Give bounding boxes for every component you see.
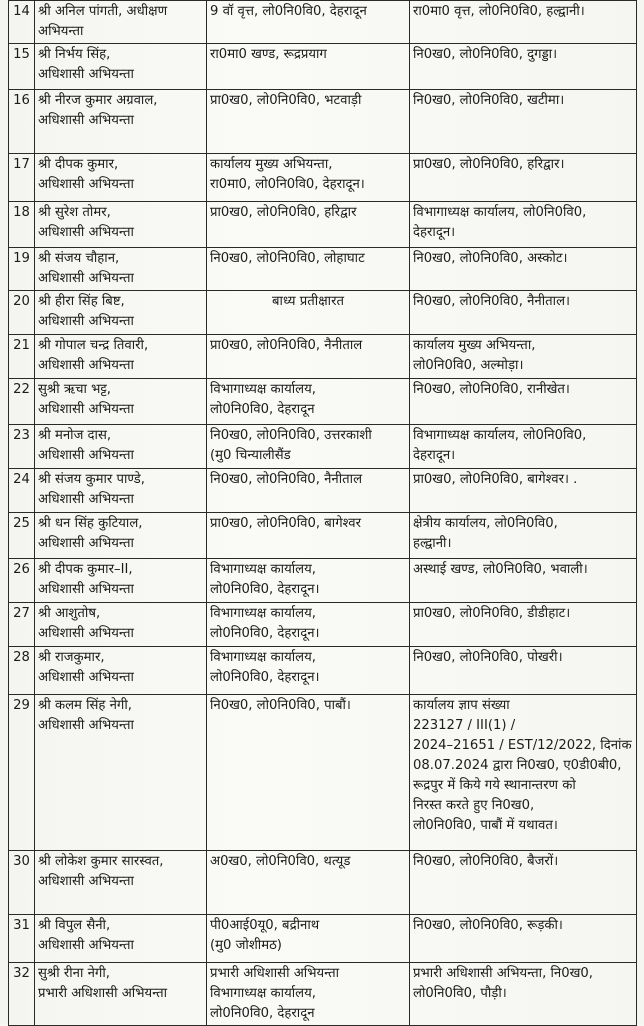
officer-name: श्री आशुतोष, अधिशासी अभियन्ता [35, 603, 207, 647]
table-row [9, 335, 637, 379]
officer-name: श्री निर्भय सिंह, अधिशासी अभियन्ता [35, 44, 207, 90]
serial-number: 16 [9, 90, 35, 154]
serial-number: 31 [9, 915, 35, 963]
serial-number: 27 [9, 603, 35, 647]
table-row [9, 1, 637, 44]
officer-name: श्री सुरेश तोमर, अधिशासी अभियन्ता [35, 202, 207, 248]
new-posting: नि0ख0, लो0नि0वि0, अस्कोट। [410, 248, 637, 291]
table-row [9, 513, 637, 559]
new-posting: प्रा0ख0, लो0नि0वि0, हरिद्वार। [410, 154, 637, 202]
new-posting: अस्थाई खण्ड, लो0नि0वि0, भवाली। [410, 559, 637, 603]
serial-number: 20 [9, 291, 35, 335]
table-row [9, 963, 637, 1026]
serial-number: 29 [9, 695, 35, 851]
table-row [9, 379, 637, 425]
current-posting: विभागाध्यक्ष कार्यालय, लो0नि0वि0, देहरादून। [207, 647, 410, 695]
table-row [9, 154, 637, 202]
table-row [9, 90, 637, 154]
new-posting: नि0ख0, लो0नि0वि0, रानीखेत। [410, 379, 637, 425]
serial-number: 32 [9, 963, 35, 1026]
serial-number: 18 [9, 202, 35, 248]
officer-name: श्री दीपक कुमार, अधिशासी अभियन्ता [35, 154, 207, 202]
officer-name: श्री संजय कुमार पाण्डे, अधिशासी अभियन्ता [35, 469, 207, 513]
serial-number: 23 [9, 425, 35, 469]
table-row [9, 851, 637, 915]
new-posting: प्रा0ख0, लो0नि0वि0, बागेश्वर। . [410, 469, 637, 513]
new-posting: कार्यालय मुख्य अभियन्ता, लो0नि0वि0, अल्मोड़ा। [410, 335, 637, 379]
serial-number: 19 [9, 248, 35, 291]
current-posting: अ0ख0, लो0नि0वि0, थत्यूड [207, 851, 410, 915]
new-posting: प्रभारी अधिशासी अभियन्ता, नि0ख0, लो0नि0वि0, पौड़ी। [410, 963, 637, 1026]
officer-name: सुश्री ऋचा भट्ट, अधिशासी अभियन्ता [35, 379, 207, 425]
table-row [9, 915, 637, 963]
serial-number: 22 [9, 379, 35, 425]
table-row [9, 647, 637, 695]
current-posting: प्रा0ख0, लो0नि0वि0, बागेश्वर [207, 513, 410, 559]
current-posting: प्रभारी अधिशासी अभियन्ता विभागाध्यक्ष कार्यालय, लो0नि0वि0, देहरादून [207, 963, 410, 1026]
officer-name: सुश्री रीना नेगी, प्रभारी अधिशासी अभियन्ता [35, 963, 207, 1026]
new-posting: विभागाध्यक्ष कार्यालय, लो0नि0वि0, देहरादून। [410, 202, 637, 248]
new-posting: कार्यालय ज्ञाप संख्या 223127 / III(1) / 2024–21651 / EST/12/2022, दिनांक 08.07.2024 द्वारा नि0ख0, ए0डी0बी0, रूद्रपुर में किये गये स्थानान्तरण को निरस्त करते हुए नि0ख0, लो0नि0वि0, पाबौं में यथावत। [410, 695, 637, 851]
table-row [9, 469, 637, 513]
new-posting: रा0मा0 वृत्त, लो0नि0वि0, हल्द्वानी। [410, 1, 637, 44]
table-row [9, 695, 637, 851]
table-row [9, 425, 637, 469]
current-posting: प्रा0ख0, लो0नि0वि0, हरिद्वार [207, 202, 410, 248]
officer-name: श्री धन सिंह कुटियाल, अधिशासी अभियन्ता [35, 513, 207, 559]
new-posting: नि0ख0, लो0नि0वि0, बैजरों। [410, 851, 637, 915]
new-posting: नि0ख0, लो0नि0वि0, खटीमा। [410, 90, 637, 154]
serial-number: 25 [9, 513, 35, 559]
current-posting: विभागाध्यक्ष कार्यालय, लो0नि0वि0, देहरादून। [207, 603, 410, 647]
current-posting: विभागाध्यक्ष कार्यालय, लो0नि0वि0, देहरादून। [207, 559, 410, 603]
current-posting: नि0ख0, लो0नि0वि0, पाबौं। [207, 695, 410, 851]
current-posting: नि0ख0, लो0नि0वि0, उत्तरकाशी (मु0 चिन्यालीसैंड [207, 425, 410, 469]
officer-name: श्री दीपक कुमार–II, अधिशासी अभियन्ता [35, 559, 207, 603]
new-posting: विभागाध्यक्ष कार्यालय, लो0नि0वि0, देहरादून। [410, 425, 637, 469]
table-row [9, 202, 637, 248]
table-row [9, 603, 637, 647]
new-posting: नि0ख0, लो0नि0वि0, नैनीताल। [410, 291, 637, 335]
officer-name: श्री लोकेश कुमार सारस्वत, अधिशासी अभियन्ता [35, 851, 207, 915]
transfer-table [8, 0, 637, 1026]
current-posting: नि0ख0, लो0नि0वि0, नैनीताल [207, 469, 410, 513]
current-posting: पी0आई0यू0, बद्रीनाथ (मु0 जोशीमठ) [207, 915, 410, 963]
serial-number: 17 [9, 154, 35, 202]
current-posting: रा0मा0 खण्ड, रूद्रप्रयाग [207, 44, 410, 90]
officer-name: श्री विपुल सैनी, अधिशासी अभियन्ता [35, 915, 207, 963]
serial-number: 15 [9, 44, 35, 90]
serial-number: 21 [9, 335, 35, 379]
current-posting: प्रा0ख0, लो0नि0वि0, भटवाड़ी [207, 90, 410, 154]
officer-name: श्री अनिल पांगती, अधीक्षण अभियन्ता [35, 1, 207, 44]
current-posting: विभागाध्यक्ष कार्यालय, लो0नि0वि0, देहरादून [207, 379, 410, 425]
serial-number: 24 [9, 469, 35, 513]
new-posting: नि0ख0, लो0नि0वि0, पोखरी। [410, 647, 637, 695]
officer-name: श्री राजकुमार, अधिशासी अभियन्ता [35, 647, 207, 695]
table-row [9, 248, 637, 291]
current-posting: नि0ख0, लो0नि0वि0, लोहाघाट [207, 248, 410, 291]
new-posting: नि0ख0, लो0नि0वि0, दुगड्डा। [410, 44, 637, 90]
table-row [9, 559, 637, 603]
current-posting: प्रा0ख0, लो0नि0वि0, नैनीताल [207, 335, 410, 379]
current-posting: 9 वॉ वृत्त, लो0नि0वि0, देहरादून [207, 1, 410, 44]
serial-number: 26 [9, 559, 35, 603]
current-posting: बाध्य प्रतीक्षारत [207, 291, 410, 335]
officer-name: श्री मनोज दास, अधिशासी अभियन्ता [35, 425, 207, 469]
officer-name: श्री हीरा सिंह बिष्ट, अधिशासी अभियन्ता [35, 291, 207, 335]
new-posting: नि0ख0, लो0नि0वि0, रूड़की। [410, 915, 637, 963]
officer-name: श्री नीरज कुमार अग्रवाल, अधिशासी अभियन्ता [35, 90, 207, 154]
officer-name: श्री गोपाल चन्द्र तिवारी, अधिशासी अभियन्ता [35, 335, 207, 379]
serial-number: 28 [9, 647, 35, 695]
serial-number: 30 [9, 851, 35, 915]
table-row [9, 44, 637, 90]
serial-number: 14 [9, 1, 35, 44]
officer-name: श्री संजय चौहान, अधिशासी अभियन्ता [35, 248, 207, 291]
new-posting: प्रा0ख0, लो0नि0वि0, डीडीहाट। [410, 603, 637, 647]
table-row [9, 291, 637, 335]
officer-name: श्री कलम सिंह नेगी, अधिशासी अभियन्ता [35, 695, 207, 851]
new-posting: क्षेत्रीय कार्यालय, लो0नि0वि0, हल्द्वानी। [410, 513, 637, 559]
current-posting: कार्यालय मुख्य अभियन्ता, रा0मा0, लो0नि0वि0, देहरादून। [207, 154, 410, 202]
